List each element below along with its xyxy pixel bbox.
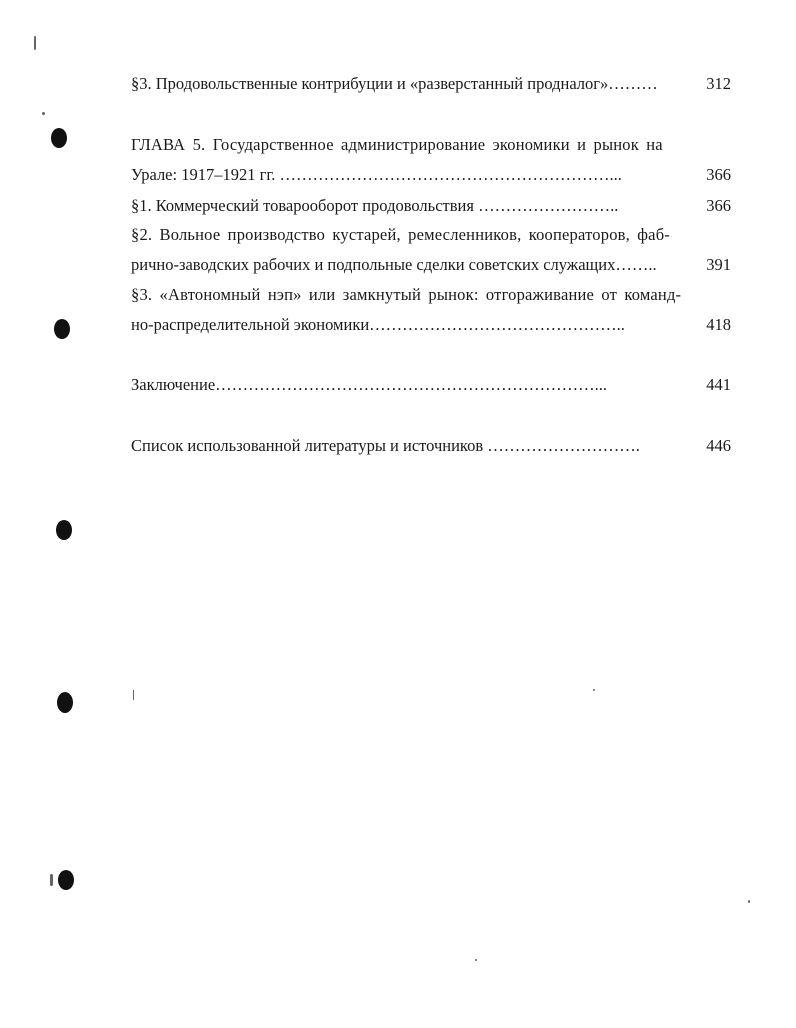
toc-entry-page: 391 (706, 255, 731, 274)
toc-entry-ch5-s2-cont (131, 255, 731, 275)
toc-entry-conclusion (131, 375, 731, 395)
toc-entry-text: §3. «Автономный нэп» или замкнутый рынок: отгораживание от команд- (131, 285, 682, 304)
toc-entry-ch5-s3-cont (131, 315, 731, 335)
toc-entry-ch5-s1 (131, 196, 731, 216)
toc-entry-page: 446 (706, 436, 731, 455)
toc-entry-text: §3. Продовольственные контрибуции и «разверстанный продналог»……… (131, 74, 658, 93)
toc-entry-text: Список использованной литературы и источников ………………………. (131, 436, 640, 455)
toc-entry-text: Урале: 1917–1921 гг. ……………………………………………………... (131, 165, 622, 184)
toc-entry-page: 441 (706, 375, 731, 394)
punch-hole-2 (54, 319, 70, 339)
scan-speck (133, 690, 134, 700)
scan-speck (475, 959, 477, 961)
toc-entry-text: §1. Коммерческий товарооборот продовольствия …………………….. (131, 196, 619, 215)
toc-entry-ch5-title (131, 135, 731, 155)
toc-entry-page: 366 (706, 196, 731, 215)
toc-entry-text: Заключение……………………………………………………………... (131, 375, 608, 394)
punch-hole-5 (58, 870, 74, 890)
scan-speck (593, 689, 595, 691)
scan-speck (42, 112, 45, 115)
scan-speck (748, 900, 750, 903)
toc-entry-page: 312 (706, 74, 731, 93)
scan-speck (34, 36, 36, 50)
toc-entry-ch5-s3 (131, 285, 731, 305)
toc-entry-text: но-распределительной экономики……………………………………….. (131, 315, 625, 334)
toc-entry-page: 418 (706, 315, 731, 334)
toc-entry-ch5-title-cont (131, 165, 731, 185)
punch-hole-3 (56, 520, 72, 540)
punch-hole-1 (51, 128, 67, 148)
toc-entry-ch4-s3 (131, 74, 731, 94)
toc-entry-text: ГЛАВА 5. Государственное администрирование экономики и рынок на (131, 135, 663, 154)
toc-entry-text: рично-заводских рабочих и подпольные сделки советских служащих…….. (131, 255, 657, 274)
toc-entry-page: 366 (706, 165, 731, 184)
toc-entry-ch5-s2 (131, 225, 731, 245)
toc-entry-bibliography (131, 436, 731, 456)
scan-speck (50, 874, 53, 886)
punch-hole-4 (57, 692, 73, 713)
toc-entry-text: §2. Вольное производство кустарей, ремесленников, кооператоров, фаб- (131, 225, 670, 244)
